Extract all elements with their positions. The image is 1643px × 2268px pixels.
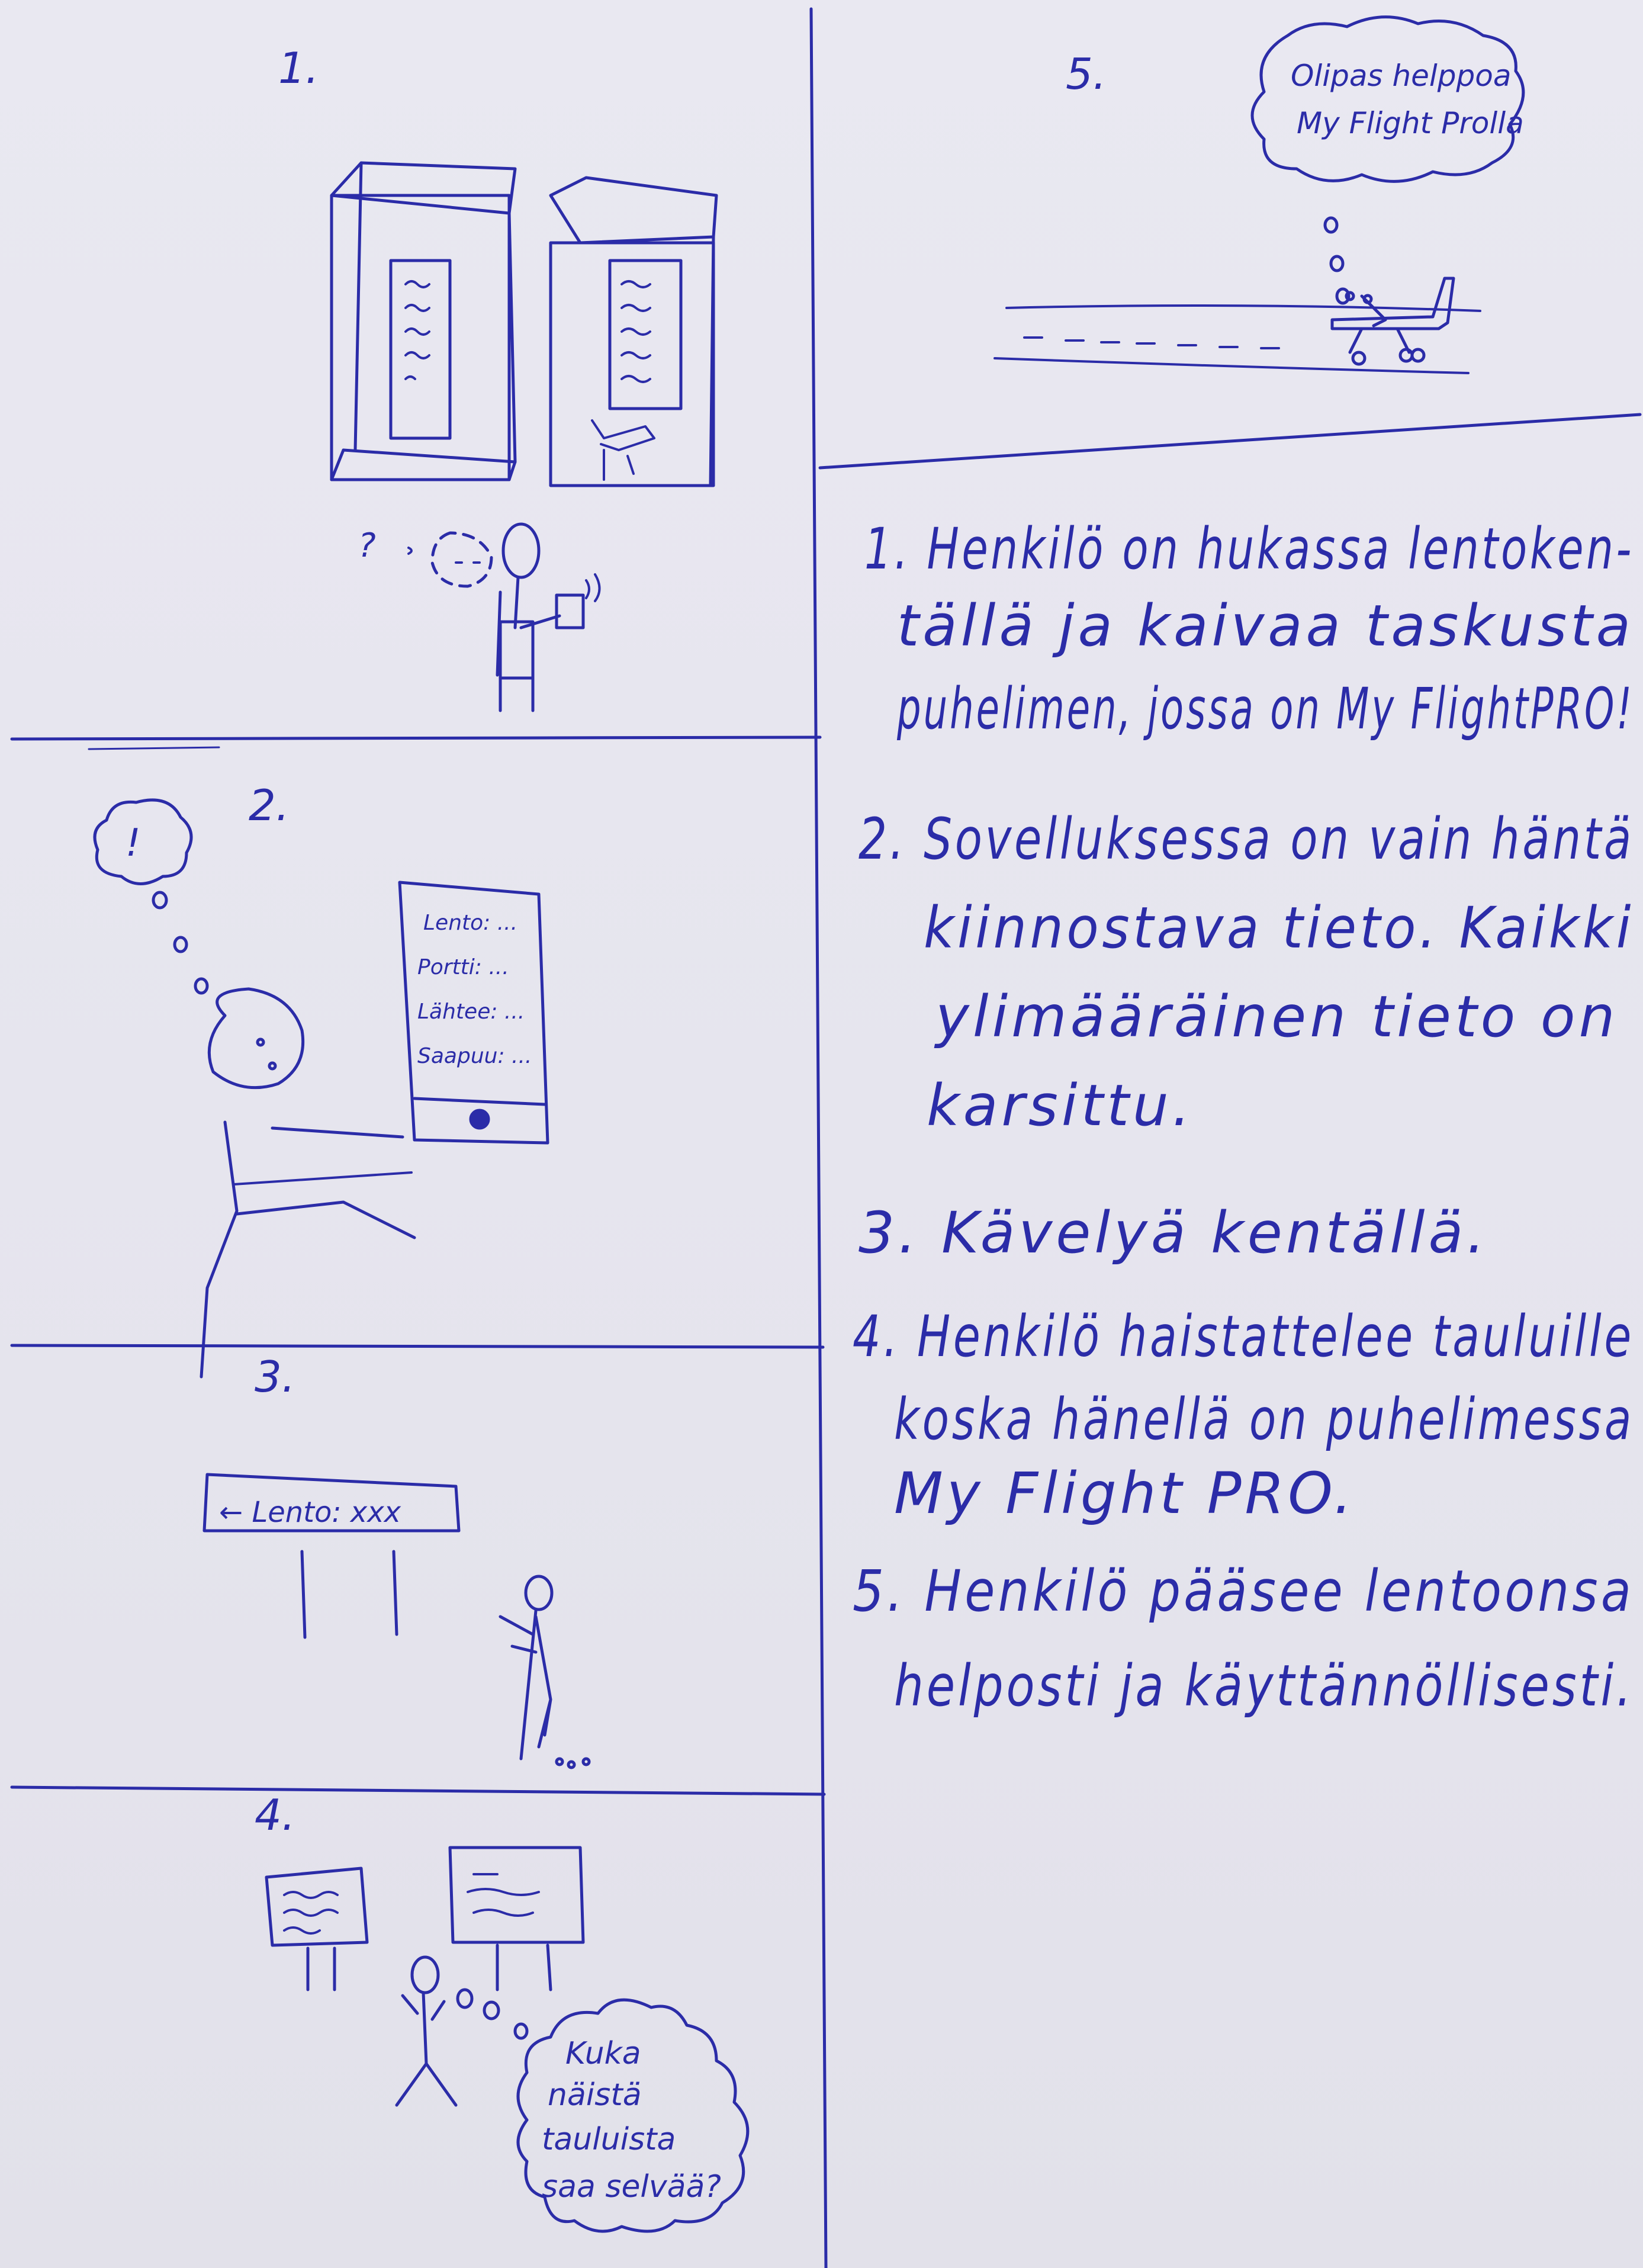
note-line-5: kiinnostava tieto. Kaikki — [924, 895, 1634, 961]
note-line-3: puhelimen, jossa on My FlightPRO! — [896, 676, 1634, 742]
panel-number-1: 1. — [278, 43, 319, 93]
panel-number-5: 5. — [1066, 49, 1107, 99]
note-line-1: 1. Henkilö on hukassa lentoken- — [864, 516, 1634, 582]
note-line-2: tällä ja kaivaa taskusta — [897, 593, 1634, 659]
panel3-sign-text: ← Lento: xxx — [219, 1496, 401, 1529]
note-line-6: ylimääräinen tieto on — [935, 984, 1619, 1050]
panel5-bubble-line-2: My Flight Prolla — [1297, 106, 1524, 140]
note-line-13: helposti ja käyttännöllisesti. — [894, 1653, 1634, 1719]
panel4-bubble-line-3: tauluista — [542, 2122, 676, 2157]
panel2-phone-line-portti: Portti: ... — [417, 955, 509, 979]
panel4-bubble-line-4: saa selvää? — [542, 2169, 721, 2205]
note-line-10: koska hänellä on puhelimessa — [894, 1386, 1634, 1453]
panel2-phone-line-lento: Lento: ... — [423, 911, 518, 935]
note-line-4: 2. Sovelluksessa on vain häntä — [859, 806, 1634, 872]
panel5-bubble-line-1: Olipas helppoa — [1291, 59, 1512, 93]
note-line-8: 3. Kävelyä kentällä. — [859, 1200, 1488, 1266]
panel1-question-mark: ? — [358, 526, 376, 565]
panel4-bubble-line-1: Kuka — [565, 2036, 641, 2071]
note-line-9: 4. Henkilö haistattelee tauluille — [853, 1303, 1634, 1370]
panel2-exclamation: ! — [126, 821, 141, 865]
panel2-phone-line-lahtee: Lähtee: ... — [417, 1000, 525, 1024]
panel-number-3: 3. — [255, 1352, 295, 1402]
panel2-phone-line-saapuu: Saapuu: ... — [417, 1044, 532, 1068]
panel4-bubble-line-2: näistä — [548, 2077, 642, 2113]
panel-number-4: 4. — [255, 1790, 295, 1840]
note-line-11: My Flight PRO. — [894, 1460, 1356, 1527]
panel-number-2: 2. — [249, 780, 290, 830]
note-line-12: 5. Henkilö pääsee lentoonsa — [853, 1558, 1634, 1624]
note-line-7: karsittu. — [927, 1072, 1194, 1139]
